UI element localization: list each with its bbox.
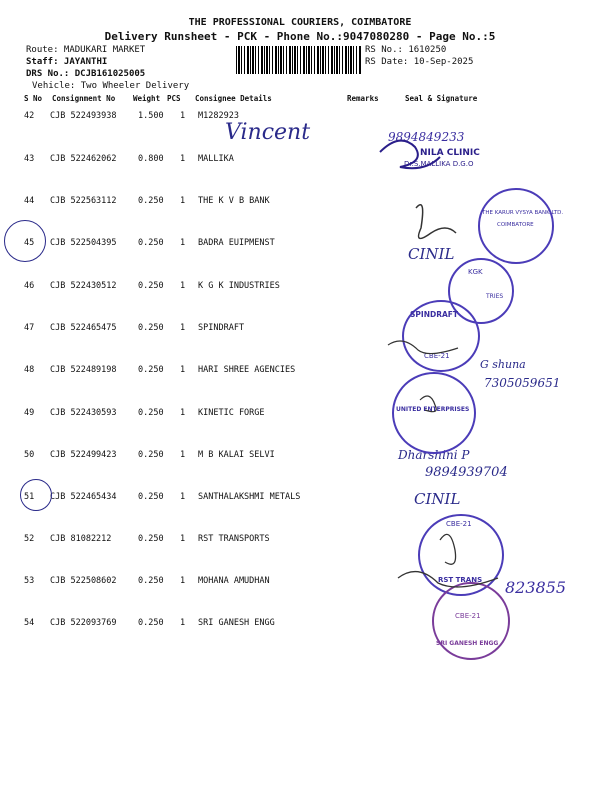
row-weight: 0.250: [138, 492, 164, 502]
row-pcs: 1: [180, 408, 186, 418]
row-pcs: 1: [180, 281, 186, 291]
stamp-rst-text: RST TRANS: [438, 576, 483, 584]
row-pcs: 1: [180, 323, 186, 333]
row-weight: 0.250: [138, 450, 164, 460]
rs-number: RS No.: 1610250: [365, 45, 447, 55]
row-sno: 52: [24, 534, 35, 544]
row-pcs: 1: [180, 576, 186, 586]
row-pcs: 1: [180, 238, 186, 248]
col-seal: Seal & Signature: [405, 94, 478, 103]
row-consignee: KINETIC FORGE: [198, 408, 265, 418]
row-weight: 0.250: [138, 408, 164, 418]
row-consignment: CJB 522465434: [50, 492, 117, 502]
stamp-spindraft-text: SPINDRAFT: [410, 310, 459, 319]
row-consignment: CJB 522499423: [50, 450, 117, 460]
row-weight: 0.250: [138, 323, 164, 333]
row-consignee: K G K INDUSTRIES: [198, 281, 280, 291]
row-sno: 53: [24, 576, 35, 586]
stamp-nila-clinic: NILA CLINIC: [420, 148, 480, 158]
row-sno: 42: [24, 111, 35, 121]
stamp-kvb-text: THE KARUR VYSYA BANK LTD.: [482, 210, 564, 216]
row-consignment: CJB 522508602: [50, 576, 117, 586]
handwritten-phone: 9894939704: [425, 465, 508, 480]
stamp-rst-cbe21: CBE-21: [446, 520, 472, 528]
stamp-cbe21: CBE-21: [424, 352, 450, 360]
stamp-sri-ganesh-text: SRI GANESH ENGG: [436, 640, 499, 647]
col-pcs: PCS: [167, 94, 181, 103]
row-weight: 0.250: [138, 534, 164, 544]
row-consignee: SRI GANESH ENGG: [198, 618, 275, 628]
row-sno: 51: [24, 492, 35, 502]
col-consignment: Consignment No: [52, 94, 116, 103]
row-consignee: M1282923: [198, 111, 239, 121]
signature-cinil: CINIL: [414, 490, 461, 508]
row-consignment: CJB 81082212: [50, 534, 112, 544]
vehicle-label: Vehicle: Two Wheeler Delivery: [32, 81, 190, 91]
col-sno: S No: [24, 94, 43, 103]
row-consignee: MALLIKA: [198, 154, 234, 164]
row-consignee: SPINDRAFT: [198, 323, 245, 333]
row-pcs: 1: [180, 196, 186, 206]
col-remarks: Remarks: [347, 94, 379, 103]
row-consignment: CJB 522093769: [50, 618, 117, 628]
row-sno: 43: [24, 154, 35, 164]
handwritten-phone: 7305059651: [484, 376, 561, 390]
stamp-sri-ganesh-cbe21: CBE-21: [455, 612, 481, 620]
row-consignment: CJB 522430593: [50, 408, 117, 418]
row-weight: 1.500: [138, 111, 164, 121]
row-consignment: CJB 522462062: [50, 154, 117, 164]
signature-dharshini: Dharshini P: [398, 448, 470, 462]
stamp-nila-doctor: Dr.S.MALLIKA D.G.O: [404, 160, 474, 168]
row-sno: 47: [24, 323, 35, 333]
row-pcs: 1: [180, 154, 186, 164]
row-consignment: CJB 522563112: [50, 196, 117, 206]
row-consignment: CJB 522489198: [50, 365, 117, 375]
rs-date: RS Date: 10-Sep-2025: [365, 57, 474, 67]
signature-gshuna: G shuna: [480, 358, 526, 371]
row-sno: 54: [24, 618, 35, 628]
row-sno: 50: [24, 450, 35, 460]
row-weight: 0.800: [138, 154, 164, 164]
col-weight: Weight: [133, 94, 161, 103]
row-consignment: CJB 522465475: [50, 323, 117, 333]
row-consignee: RST TRANSPORTS: [198, 534, 270, 544]
row-consignment: CJB 522493938: [50, 111, 117, 121]
stamp-kvb-branch: COIMBATORE: [497, 222, 534, 228]
row-consignee: BADRA EUIPMENST: [198, 238, 275, 248]
handwritten-phone: 9894849233: [388, 130, 465, 144]
row-sno: 44: [24, 196, 35, 206]
company-name: THE PROFESSIONAL COURIERS, COIMBATORE: [188, 17, 412, 28]
stamp-united-text: UNITED ENTERPRISES: [396, 406, 470, 413]
row-consignee: THE K V B BANK: [198, 196, 270, 206]
col-consignee: Consignee Details: [195, 94, 272, 103]
row-pcs: 1: [180, 365, 186, 375]
row-weight: 0.250: [138, 238, 164, 248]
handwritten-phone: 823855: [505, 578, 567, 597]
row-consignee: SANTHALAKSHMI METALS: [198, 492, 301, 502]
row-consignee: HARI SHREE AGENCIES: [198, 365, 296, 375]
row-sno: 49: [24, 408, 35, 418]
drs-number: DRS No.: DCJB161025005: [26, 69, 146, 79]
row-consignee: MOHANA AMUDHAN: [198, 576, 270, 586]
stamp-kgk-text: KGK: [468, 268, 483, 276]
row-consignment: CJB 522504395: [50, 238, 117, 248]
row-pcs: 1: [180, 450, 186, 460]
row-weight: 0.250: [138, 196, 164, 206]
signature-cinil: CINIL: [408, 245, 455, 263]
row-pcs: 1: [180, 534, 186, 544]
row-weight: 0.250: [138, 618, 164, 628]
signature-vincent: Vincent: [225, 120, 311, 145]
row-sno: 48: [24, 365, 35, 375]
row-sno: 45: [24, 238, 35, 248]
row-sno: 46: [24, 281, 35, 291]
row-pcs: 1: [180, 111, 186, 121]
route-label: Route: MADUKARI MARKET: [26, 45, 146, 55]
stamp-kgk-tail: TRIES: [486, 293, 504, 300]
runsheet-title: Delivery Runsheet - PCK - Phone No.:9047080280 - Page No.:5: [104, 30, 496, 43]
row-weight: 0.250: [138, 365, 164, 375]
row-consignment: CJB 522430512: [50, 281, 117, 291]
staff-label: Staff: JAYANTHI: [26, 57, 108, 67]
row-pcs: 1: [180, 618, 186, 628]
row-weight: 0.250: [138, 281, 164, 291]
row-weight: 0.250: [138, 576, 164, 586]
row-consignee: M B KALAI SELVI: [198, 450, 275, 460]
row-pcs: 1: [180, 492, 186, 502]
